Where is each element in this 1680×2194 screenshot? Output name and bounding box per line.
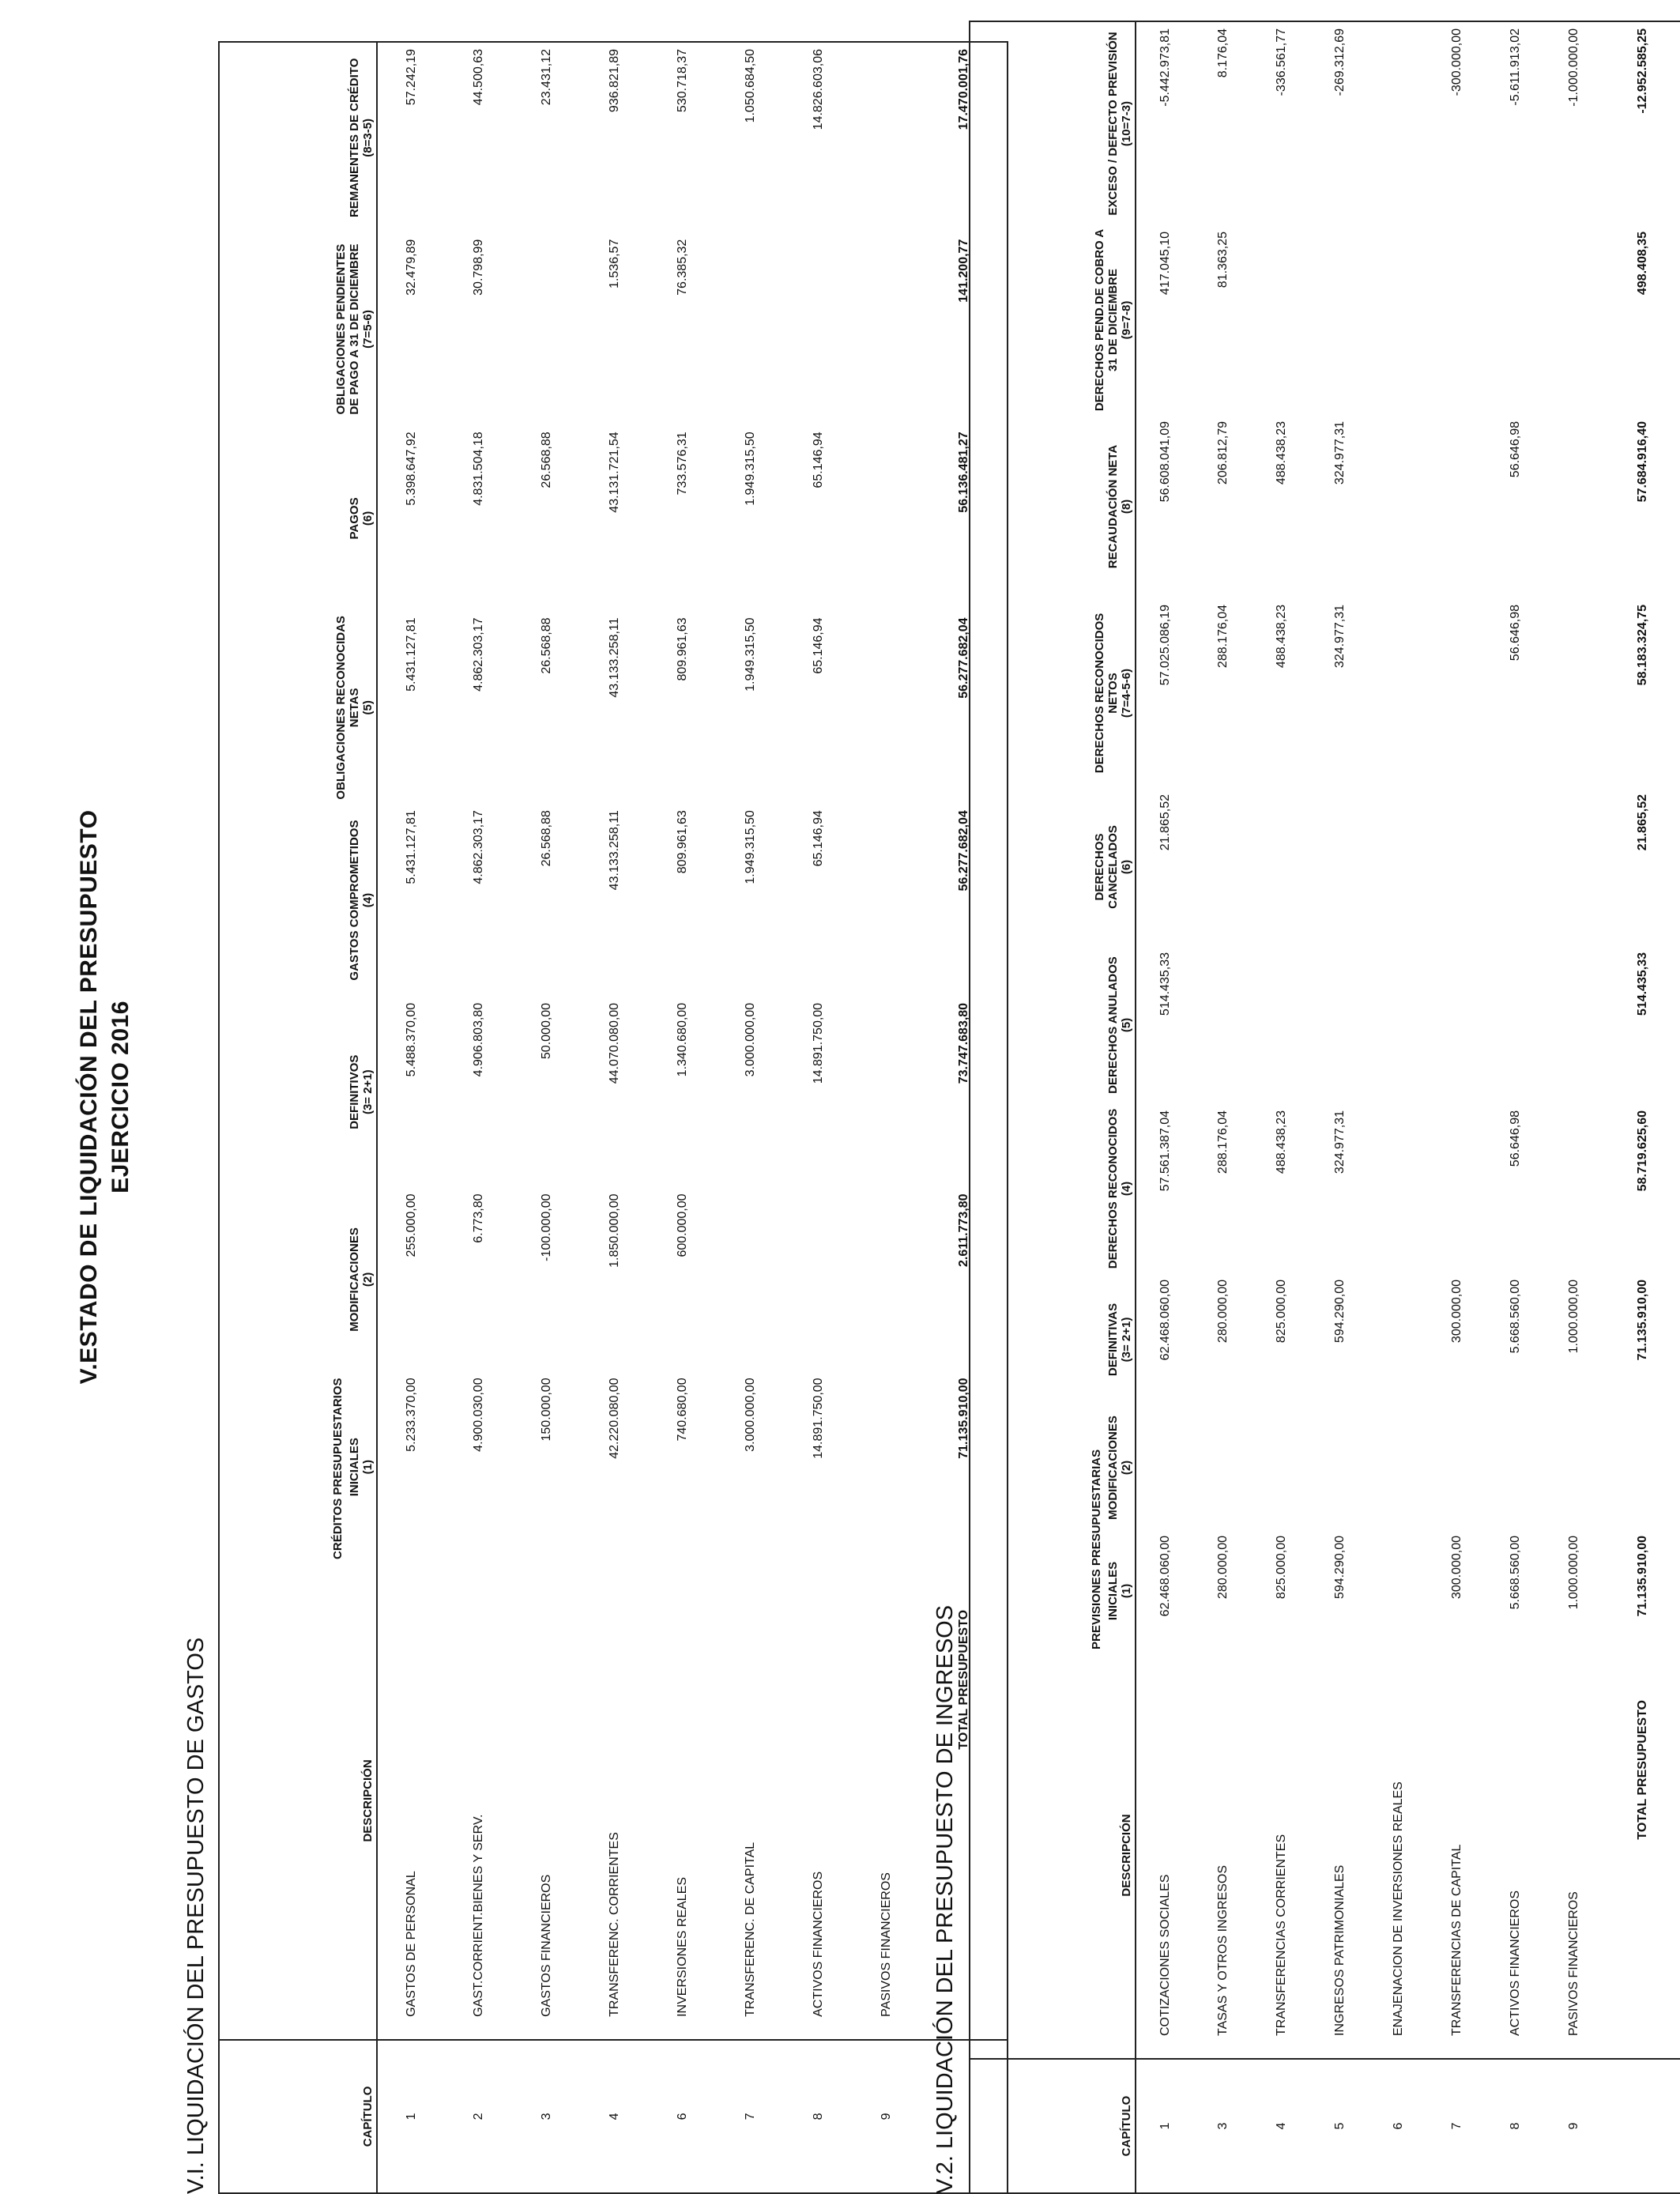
header-modificaciones-label: MODIFICACIONES	[348, 1227, 361, 1332]
cell-ini: 42.220.080,00	[608, 1378, 621, 1459]
cell-orn: 5.431.127,81	[404, 617, 418, 692]
cell-mod	[1194, 1406, 1252, 1529]
header-definitivas-label: DEFINITIVAS	[1106, 1302, 1120, 1377]
cell-exc: -1.000.000,00	[1567, 28, 1580, 107]
cell-def: 14.891.750,00	[812, 1002, 825, 1084]
cell-def: 5.668.560,00	[1509, 1280, 1522, 1354]
cell-mod	[1252, 1406, 1311, 1529]
cell-mod	[1486, 1406, 1545, 1529]
cell-def	[1369, 1273, 1428, 1406]
cell-pag: 4.831.504,18	[472, 432, 485, 506]
cell-capitulo: 8	[1486, 2059, 1545, 2193]
cell-def: 1.340.680,00	[676, 1002, 689, 1077]
header-definitivos-num: (3= 2+1)	[361, 1069, 375, 1115]
section-title-ingresos: V.2. LIQUIDACIÓN DEL PRESUPUESTO DE INGRESOS	[932, 1604, 958, 2194]
cell-pend: 417.045,10	[1158, 232, 1172, 296]
ingresos-table	[969, 21, 1680, 2194]
cell-def: 50.000,00	[540, 1002, 553, 1060]
cell-rec	[1369, 1104, 1428, 1273]
cell-descripcion: TRANSFERENC. CORRIENTES	[608, 1832, 621, 2017]
cell-capitulo: 3	[513, 2040, 581, 2193]
header-gastos-comprometidos-num: (4)	[361, 892, 375, 908]
table-row	[581, 42, 649, 2193]
cell-pag: 65.146,94	[812, 432, 825, 488]
cell-can	[1428, 788, 1486, 946]
header-pagos-num: (6)	[361, 511, 375, 526]
header-descripcion: DESCRIPCIÓN	[219, 1563, 377, 2040]
cell-orn: 1.949.315,50	[744, 617, 757, 692]
header-reconocidos-netos-label: DERECHOS RECONOCIDOS NETOS	[1093, 613, 1120, 774]
header-anulados-num: (5)	[1120, 1017, 1133, 1033]
table-row	[853, 42, 921, 2193]
cell-rem: 44.500,63	[472, 49, 485, 106]
cell-capitulo: 4	[581, 2040, 649, 2193]
cell-rcd	[1369, 415, 1428, 598]
table-row	[717, 42, 785, 2193]
cell-anu	[1486, 946, 1545, 1104]
cell-descripcion: GASTOS FINANCIEROS	[540, 1874, 553, 2017]
header-modificaciones-label: MODIFICACIONES	[1106, 1416, 1120, 1520]
header-pendientes-num: (9=7-8)	[1120, 300, 1133, 340]
cell-descripcion: INGRESOS PATRIMONIALES	[1333, 1864, 1347, 2036]
cell-ini: 150.000,00	[540, 1378, 553, 1442]
cell-pend	[1428, 225, 1486, 415]
header-exceso	[970, 21, 1136, 225]
cell-def: 1.000.000,00	[1567, 1280, 1580, 1354]
header-modificaciones-num: (2)	[361, 1272, 375, 1287]
header-recaudacion-num: (8)	[1120, 499, 1133, 515]
cell-can	[1545, 788, 1603, 946]
cell-def: 280.000,00	[1216, 1280, 1230, 1344]
cell-rcd: 206.812,79	[1216, 421, 1230, 485]
cell-mod: 6.773,80	[472, 1193, 485, 1243]
header-reconocidos-netos-num: (7=4-5-6)	[1120, 668, 1133, 718]
header-definitivas-num: (3= 2+1)	[1120, 1317, 1133, 1363]
cell-pend	[785, 233, 853, 426]
cell-capitulo: 6	[649, 2040, 717, 2193]
total-label: TOTAL PRESUPUESTO	[956, 1609, 970, 1750]
header-reconocidos-label: DERECHOS RECONOCIDOS	[1106, 1108, 1120, 1269]
cell-mod: 600.000,00	[676, 1193, 689, 1257]
header-remanentes	[219, 42, 377, 233]
cell-rec	[1545, 1104, 1603, 1273]
cell-comp: 809.961,63	[676, 810, 689, 874]
total-def: 71.135.910,00	[1635, 1280, 1649, 1361]
cell-pend	[1369, 225, 1428, 415]
cell-rem: 530.718,37	[676, 49, 689, 113]
cell-rem: 14.826.603,06	[812, 49, 825, 130]
header-recaudacion-label: RECAUDACIÓN NETA	[1106, 444, 1120, 569]
cell-ini	[853, 1371, 921, 1563]
cell-descripcion: PASIVOS FINANCIEROS	[880, 1872, 893, 2017]
cell-rcd: 56.608.041,09	[1158, 421, 1172, 503]
total-row	[1603, 21, 1680, 2193]
cell-pend: 30.798,99	[472, 239, 485, 296]
cell-comp: 65.146,94	[812, 810, 825, 867]
cell-capitulo: 9	[853, 2040, 921, 2193]
table-row	[649, 42, 717, 2193]
cell-comp: 4.862.303,17	[472, 810, 485, 884]
total-ini: 71.135.910,00	[1635, 1536, 1649, 1617]
cell-anu	[1545, 946, 1603, 1104]
cell-capitulo: 6	[1369, 2059, 1428, 2193]
cell-pend	[1545, 225, 1603, 415]
cell-net: 488.438,23	[1275, 605, 1288, 669]
cell-capitulo: 7	[717, 2040, 785, 2193]
cell-rcd: 324.977,31	[1333, 421, 1347, 485]
table-row	[1311, 21, 1369, 2193]
total-can: 21.865,52	[1635, 794, 1649, 851]
section-title-gastos: V.I. LIQUIDACIÓN DEL PRESUPUESTO DE GASTOS	[183, 1637, 209, 2194]
header-iniciales-num: (1)	[1120, 1583, 1133, 1599]
cell-can	[1311, 788, 1369, 946]
header-reconocidos-netos	[970, 598, 1136, 788]
cell-rem: 936.821,89	[608, 49, 621, 113]
total-orn: 56.277.682,04	[956, 617, 970, 699]
cell-rec: 56.646,98	[1509, 1110, 1522, 1167]
cell-can	[1369, 788, 1428, 946]
cell-pend	[717, 233, 785, 426]
cell-pend	[1252, 225, 1311, 415]
header-iniciales-num: (1)	[361, 1460, 375, 1475]
gastos-header-row	[219, 42, 377, 2193]
header-cancelados-num: (6)	[1120, 859, 1133, 875]
cell-net	[1428, 598, 1486, 788]
header-descripcion: DESCRIPCIÓN	[970, 1653, 1136, 2059]
cell-mod	[1428, 1406, 1486, 1529]
cell-net: 57.025.086,19	[1158, 605, 1172, 686]
cell-pag: 733.576,31	[676, 432, 689, 496]
total-pend: 498.408,35	[1635, 232, 1649, 296]
cell-net	[1369, 598, 1428, 788]
cell-def: 5.488.370,00	[404, 1002, 418, 1077]
header-obligaciones-pendientes-label: OBLIGACIONES PENDIENTES DE PAGO A 31 DE DICIEMBRE	[334, 243, 361, 415]
cell-mod	[785, 1187, 853, 1371]
table-row	[1369, 21, 1428, 2193]
header-iniciales-label: INICIALES	[348, 1438, 361, 1497]
cell-pag	[853, 425, 921, 611]
cell-pend	[1311, 225, 1369, 415]
cell-comp: 5.431.127,81	[404, 810, 418, 884]
table-row	[377, 42, 445, 2193]
cell-capitulo: 3	[1194, 2059, 1252, 2193]
header-gastos-comprometidos-label: GASTOS COMPROMETIDOS	[348, 820, 361, 981]
header-definitivos-label: DEFINITIVOS	[348, 1054, 361, 1129]
cell-descripcion: ACTIVOS FINANCIEROS	[1509, 1890, 1522, 2036]
gastos-table	[218, 41, 1008, 2194]
cell-descripcion: ENAJENACION DE INVERSIONES REALES	[1392, 1781, 1405, 2036]
header-exceso-num: (10=7-3)	[1120, 100, 1133, 147]
header-iniciales-label: INICIALES	[1106, 1561, 1120, 1621]
cell-ini: 5.233.370,00	[404, 1378, 418, 1452]
cell-mod	[1369, 1406, 1428, 1529]
total-anu: 514.435,33	[1635, 952, 1649, 1016]
cell-ini: 280.000,00	[1216, 1536, 1230, 1600]
cell-mod	[1136, 1406, 1194, 1529]
cell-descripcion: TASAS Y OTROS INGRESOS	[1216, 1864, 1230, 2036]
header-pendientes-label: DERECHOS PEND.DE COBRO A 31 DE DICIEMBRE	[1093, 228, 1120, 412]
cell-rec: 288.176,04	[1216, 1110, 1230, 1174]
header-pagos	[219, 425, 377, 611]
cell-orn: 809.961,63	[676, 617, 689, 681]
cell-def: 825.000,00	[1275, 1280, 1288, 1344]
total-def: 73.747.683,80	[956, 1002, 970, 1084]
header-obligaciones-reconocidas	[219, 611, 377, 804]
cell-exc: -5.442.973,81	[1158, 28, 1172, 107]
header-cancelados	[970, 788, 1136, 946]
cell-pend	[1486, 225, 1545, 415]
cell-orn	[853, 611, 921, 804]
cell-descripcion: ACTIVOS FINANCIEROS	[812, 1871, 825, 2017]
cell-ini: 1.000.000,00	[1567, 1536, 1580, 1610]
header-recaudacion	[970, 415, 1136, 598]
cell-net: 56.646,98	[1509, 605, 1522, 662]
cell-anu	[1311, 946, 1369, 1104]
cell-rcd	[1428, 415, 1486, 598]
header-remanentes-label: REMANENTES DE CRÉDITO	[348, 58, 361, 218]
cell-capitulo: 5	[1311, 2059, 1369, 2193]
cell-pend: 1.536,57	[608, 239, 621, 288]
cell-comp: 1.949.315,50	[744, 810, 757, 884]
cell-comp: 26.568,88	[540, 810, 553, 867]
total-net: 58.183.324,75	[1635, 605, 1649, 686]
table-row	[785, 42, 853, 2193]
total-pag: 56.136.481,27	[956, 432, 970, 513]
total-label: TOTAL PRESUPUESTO	[1635, 1700, 1649, 1840]
cell-capitulo: 7	[1428, 2059, 1486, 2193]
cell-rec: 488.438,23	[1275, 1110, 1288, 1174]
cell-pend	[853, 233, 921, 426]
cell-descripcion: TRANSFERENCIAS CORRIENTES	[1275, 1834, 1288, 2036]
header-obligaciones-reconocidas-label: OBLIGACIONES RECONOCIDAS NETAS	[334, 616, 361, 800]
cell-mod	[853, 1187, 921, 1371]
cell-rcd	[1545, 415, 1603, 598]
cell-ini: 300.000,00	[1450, 1536, 1463, 1600]
total-rem: 17.470.001,76	[956, 49, 970, 130]
cell-orn: 26.568,88	[540, 617, 553, 674]
cell-exc: -5.611.913,02	[1509, 28, 1522, 106]
header-pendientes	[970, 225, 1136, 415]
cell-def	[853, 997, 921, 1188]
header-obligaciones-pendientes-num: (7=5-6)	[361, 310, 375, 349]
cell-ini: 14.891.750,00	[812, 1378, 825, 1459]
cell-ini: 740.680,00	[676, 1378, 689, 1442]
cell-rem: 57.242,19	[404, 49, 418, 106]
cell-exc: 8.176,04	[1216, 28, 1230, 78]
table-row	[1194, 21, 1252, 2193]
header-capitulo: CAPÍTULO	[219, 2040, 377, 2193]
table-row	[1486, 21, 1545, 2193]
header-cancelados-label: DERECHOS CANCELADOS	[1093, 825, 1120, 909]
total-rec: 58.719.625,60	[1635, 1110, 1649, 1192]
cell-rec: 324.977,31	[1333, 1110, 1347, 1174]
cell-mod	[1311, 1406, 1369, 1529]
cell-rem: 23.431,12	[540, 49, 553, 106]
total-ini: 71.135.910,00	[956, 1378, 970, 1459]
header-obligaciones-pendientes	[219, 233, 377, 426]
total-comp: 56.277.682,04	[956, 810, 970, 892]
table-row	[1136, 21, 1194, 2193]
cell-rec	[1428, 1104, 1486, 1273]
table-row	[513, 42, 581, 2193]
cell-def: 44.070.080,00	[608, 1002, 621, 1084]
cell-rcd: 56.646,98	[1509, 421, 1522, 478]
cell-can	[1486, 788, 1545, 946]
cell-pag: 43.131.721,54	[608, 432, 621, 513]
header-reconocidos	[970, 1104, 1136, 1273]
cell-capitulo: 1	[377, 2040, 445, 2193]
header-remanentes-num: (8=3-5)	[361, 118, 375, 157]
table-row	[1545, 21, 1603, 2193]
cell-mod: 1.850.000,00	[608, 1193, 621, 1268]
cell-anu: 514.435,33	[1158, 952, 1172, 1016]
header-group-previsiones: PREVISIONES PRESUPUESTARIAS	[1090, 1449, 1103, 1649]
cell-ini: 4.900.030,00	[472, 1378, 485, 1452]
header-obligaciones-reconocidas-num: (5)	[361, 700, 375, 715]
cell-descripcion: GAST.CORRIENT.BIENES Y SERV.	[472, 1814, 485, 2017]
header-definitivos	[219, 997, 377, 1188]
cell-descripcion: TRANSFERENC. DE CAPITAL	[744, 1842, 757, 2017]
cell-ini: 5.668.560,00	[1509, 1536, 1522, 1610]
cell-rcd: 488.438,23	[1275, 421, 1288, 485]
cell-ini	[1369, 1529, 1428, 1653]
cell-net	[1545, 598, 1603, 788]
cell-capitulo: 2	[445, 2040, 513, 2193]
cell-rem	[853, 42, 921, 233]
header-modificaciones	[970, 1406, 1136, 1529]
cell-orn: 43.133.258,11	[608, 617, 621, 698]
cell-pend: 32.479,89	[404, 239, 418, 296]
cell-anu	[1194, 946, 1252, 1104]
cell-capitulo: 1	[1136, 2059, 1194, 2193]
header-modificaciones	[219, 1187, 377, 1371]
cell-comp	[853, 804, 921, 997]
cell-descripcion: PASIVOS FINANCIEROS	[1567, 1891, 1580, 2036]
cell-ini: 3.000.000,00	[744, 1378, 757, 1452]
header-exceso-label: EXCESO / DEFECTO PREVISIÓN	[1106, 32, 1120, 216]
cell-ini: 62.468.060,00	[1158, 1536, 1172, 1617]
header-pagos-label: PAGOS	[348, 497, 361, 540]
cell-pend: 76.385,32	[676, 239, 689, 296]
header-anulados	[970, 946, 1136, 1104]
cell-capitulo	[1603, 2059, 1680, 2193]
cell-can	[1252, 788, 1311, 946]
total-mod	[1603, 1406, 1680, 1529]
cell-capitulo: 4	[1252, 2059, 1311, 2193]
cell-net: 324.977,31	[1333, 605, 1347, 669]
header-modificaciones-num: (2)	[1120, 1460, 1133, 1476]
header-capitulo: CAPÍTULO	[970, 2059, 1136, 2193]
cell-descripcion: COTIZACIONES SOCIALES	[1158, 1874, 1172, 2036]
cell-pag: 26.568,88	[540, 432, 553, 488]
cell-mod	[1545, 1406, 1603, 1529]
cell-capitulo: 8	[785, 2040, 853, 2193]
cell-comp: 43.133.258,11	[608, 810, 621, 891]
cell-descripcion: TRANSFERENCIAS DE CAPITAL	[1450, 1844, 1463, 2036]
cell-orn: 4.862.303,17	[472, 617, 485, 692]
cell-rem: 1.050.684,50	[744, 49, 757, 123]
header-gastos-comprometidos	[219, 804, 377, 997]
cell-can	[1194, 788, 1252, 946]
cell-ini: 594.290,00	[1333, 1536, 1347, 1600]
cell-descripcion: GASTOS DE PERSONAL	[404, 1871, 418, 2017]
cell-exc: -336.561,77	[1275, 28, 1288, 96]
cell-orn: 65.146,94	[812, 617, 825, 674]
cell-def: 594.290,00	[1333, 1280, 1347, 1344]
cell-ini: 825.000,00	[1275, 1536, 1288, 1600]
cell-exc: -269.312,69	[1333, 28, 1347, 96]
cell-pag: 5.398.647,92	[404, 432, 418, 506]
header-reconocidos-num: (4)	[1120, 1181, 1133, 1197]
cell-pag: 1.949.315,50	[744, 432, 757, 506]
cell-mod: 255.000,00	[404, 1193, 418, 1257]
cell-rec: 57.561.387,04	[1158, 1110, 1172, 1192]
cell-def: 300.000,00	[1450, 1280, 1463, 1344]
cell-anu	[1252, 946, 1311, 1104]
ingresos-header-row	[970, 21, 1136, 2193]
total-pend: 141.200,77	[956, 239, 970, 303]
cell-def: 62.468.060,00	[1158, 1280, 1172, 1361]
total-mod: 2.611.773,80	[956, 1193, 970, 1268]
cell-exc: -300.000,00	[1450, 28, 1463, 96]
cell-pend	[513, 233, 581, 426]
cell-anu	[1369, 946, 1428, 1104]
table-row	[445, 42, 513, 2193]
cell-exc	[1369, 21, 1428, 225]
cell-mod: -100.000,00	[540, 1193, 553, 1261]
table-row	[1252, 21, 1311, 2193]
header-iniciales	[219, 1371, 377, 1563]
cell-mod	[717, 1187, 785, 1371]
total-rcd: 57.684.916,40	[1635, 421, 1649, 503]
header-definitivas	[970, 1273, 1136, 1406]
table-row	[1428, 21, 1486, 2193]
total-exc: -12.952.585,25	[1635, 28, 1649, 114]
cell-pend: 81.363,25	[1216, 232, 1230, 288]
document-title: V.ESTADO DE LIQUIDACIÓN DEL PRESUPUESTO	[76, 809, 102, 1385]
header-anulados-label: DERECHOS ANULADOS	[1106, 956, 1120, 1094]
header-group-creditos: CRÉDITOS PRESUPUESTARIOS	[331, 1378, 345, 1559]
cell-def: 4.906.803,80	[472, 1002, 485, 1077]
cell-can: 21.865,52	[1158, 794, 1172, 851]
cell-def: 3.000.000,00	[744, 1002, 757, 1077]
cell-anu	[1428, 946, 1486, 1104]
document-subtitle: EJERCICIO 2016	[107, 1001, 134, 1193]
cell-descripcion: INVERSIONES REALES	[676, 1876, 689, 2017]
cell-capitulo: 9	[1545, 2059, 1603, 2193]
cell-net: 288.176,04	[1216, 605, 1230, 669]
